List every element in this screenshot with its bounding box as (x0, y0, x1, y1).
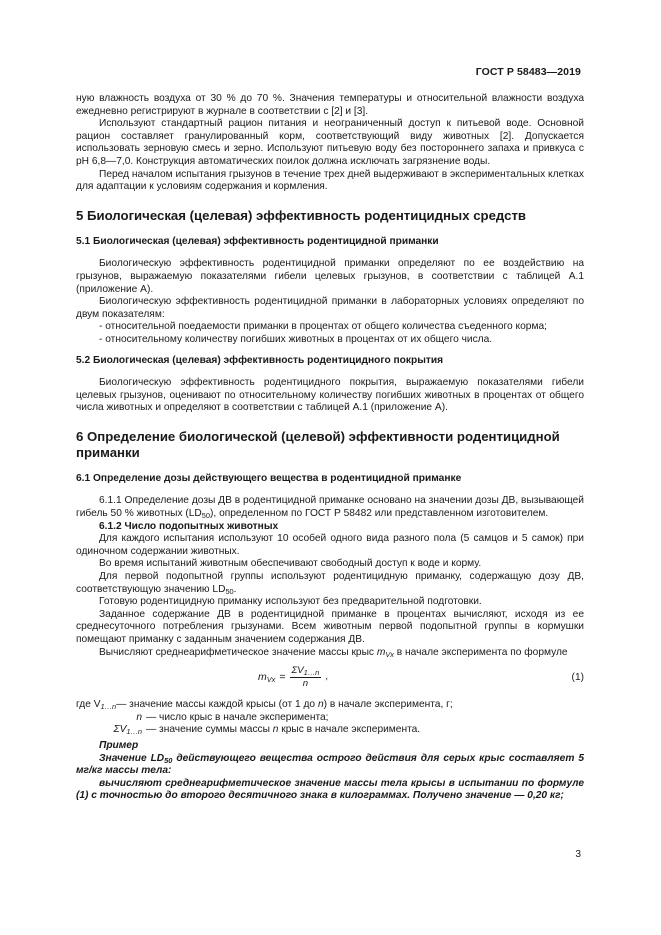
clause-6-1-2-paragraph-5: Заданное содержание ДВ в родентицидной приманке в процентах вычисляют, исходя из ее среднесуточного потребления грызунами. Всем животным первой подопытной группы в кормушки помещают приманку с заданным значением содержания ДВ. (76, 608, 584, 645)
section-5-1-bullet-2: - относительному количеству погибших животных в процентах от их общего числа. (99, 333, 493, 345)
section-5-1-title: 5.1 Биологическая (целевая) эффективность родентицидной приманки (76, 235, 439, 247)
intro-paragraph-2: Используют стандартный рацион питания и неограниченный доступ к питьевой воде. Основной рацион составляет гранулированный корм, соответствующий виду животных [2]. Допускается использовать зерновую смесь и зерно. Используют питьевую воду без постороннего запаха и привкуса с pH 6,8—7,0. Конструкция автоматических поилок должна исключать загрязнение воды. (76, 118, 584, 167)
section-5-1-paragraph-1: Биологическую эффективность родентицидной приманки определяют по ее воздействию на грызунов, выражаемую показателями гибели целевых грызунов, в соответствии с таблицей А.1 (приложение А). (76, 258, 584, 295)
formula-tail: , (325, 671, 329, 683)
formula-equals: = (279, 671, 286, 684)
section-6-title: 6 Определение биологической (целевой) эффективности родентицидной приманки (76, 428, 560, 460)
section-5-1-bullet-1: - относительной поедаемости приманки в процентах от общего количества съеденного корма; (99, 321, 547, 333)
section-5-2-title: 5.2 Биологическая (целевая) эффективность родентицидного покрытия (76, 354, 444, 366)
section-5-title: 5 Биологическая (целевая) эффективность родентицидных средств (76, 207, 527, 223)
page-content (76, 93, 584, 803)
formula-1 (76, 663, 584, 693)
example-line-2: вычисляют среднеарифметическое значение массы тела крысы в испытании по формуле (1) с точностью до второго десятичного знака в килограммах. Получено значение — 0,20 кг; (76, 777, 584, 802)
clause-6-1-2-paragraph-3: Для первой подопытной группы используют родентицидную приманку, содержащую дозу ДВ, соответствующую значению $LD_{50}$. (76, 571, 584, 596)
clause-6-1-1: 6.1.1 Определение дозы ДВ в родентицидной приманке основано на значении дозы ДВ, вызывающей гибель 50 % животных $(LD_{50})$, определенном по ГОСТ Р 58482 или представленном изготовителем. (76, 495, 584, 521)
clause-6-1-2-title: 6.1.2 Число подопытных животных (99, 520, 279, 532)
formula-denominator: n (302, 678, 309, 690)
where-label-2: n (136, 711, 142, 723)
clause-6-1-2-paragraph-2: Во время испытаний животным обеспечивают свободный доступ к воде и корму. (99, 558, 482, 570)
intro-paragraph-3: Перед началом испытания грызунов в течение трех дней выдерживают в экспериментальных клетках для адаптации к условиям содержания и кормления. (76, 168, 584, 193)
section-6-1-title: 6.1 Определение дозы действующего вещества в родентицидной приманке (76, 472, 462, 484)
clause-6-1-2-paragraph-1: Для каждого испытания используют 10 особей одного вида разного пола (5 самцов и 5 самок) при одиночном содержании животных. (76, 533, 584, 557)
standard-header: ГОСТ Р 58483—2019 (475, 66, 581, 78)
example-title: Пример (99, 739, 139, 751)
where-line-1: где $V_{1\dots n}$ — значение массы каждой крысы (от 1 до n) в начале эксперимента, г; (76, 699, 453, 712)
formula-number: (1) (571, 672, 584, 684)
formula-expression (258, 665, 328, 690)
formula-lhs: $m_{Vx}$ (258, 671, 276, 685)
where-label-1: где $V_{1\dots n}$ (76, 699, 117, 712)
where-line-3: $\Sigma V_{1\dots n}$ — значение суммы массы n крыс в начале эксперимента. (76, 724, 584, 737)
clause-6-1-2-paragraph-6: Вычисляют среднеарифметическое значение массы крыс $m_{Vx}$ в начале эксперимента по формуле (99, 646, 568, 659)
page-number: 3 (575, 849, 581, 860)
section-5-1-paragraph-2: Биологическую эффективность родентицидной приманки в лабораторных условиях определяют по двум показателям: (76, 296, 584, 320)
where-label-3: $\Sigma V_{1\dots n}$ (113, 724, 142, 737)
where-line-2: n — число крыс в начале эксперимента; (76, 712, 584, 725)
formula-fraction (290, 665, 322, 690)
clause-6-1-2-paragraph-4: Готовую родентицидную приманку используют без предварительной подготовки. (99, 596, 482, 608)
example-line-1: Значение $LD_{50}$ действующего вещества острого действия для серых крыс составляет 5 мг/кг массы тела: (76, 752, 584, 777)
formula-numerator: $\Sigma V_{1\dots n}$ (291, 665, 320, 678)
intro-paragraph-1: ную влажность воздуха от 30 % до 70 %. Значения температуры и относительной влажности воздуха ежедневно регистрируют в журнале в соответствии с [2] и [3]. (76, 93, 584, 117)
section-5-2-paragraph-1: Биологическую эффективность родентицидного покрытия, выражаемую показателями гибели целевых грызунов, оценивают по относительному количеству погибших животных в процентах от общего числа животных и определяют в соответствии с таблицей А.1 (приложение А). (76, 377, 584, 414)
